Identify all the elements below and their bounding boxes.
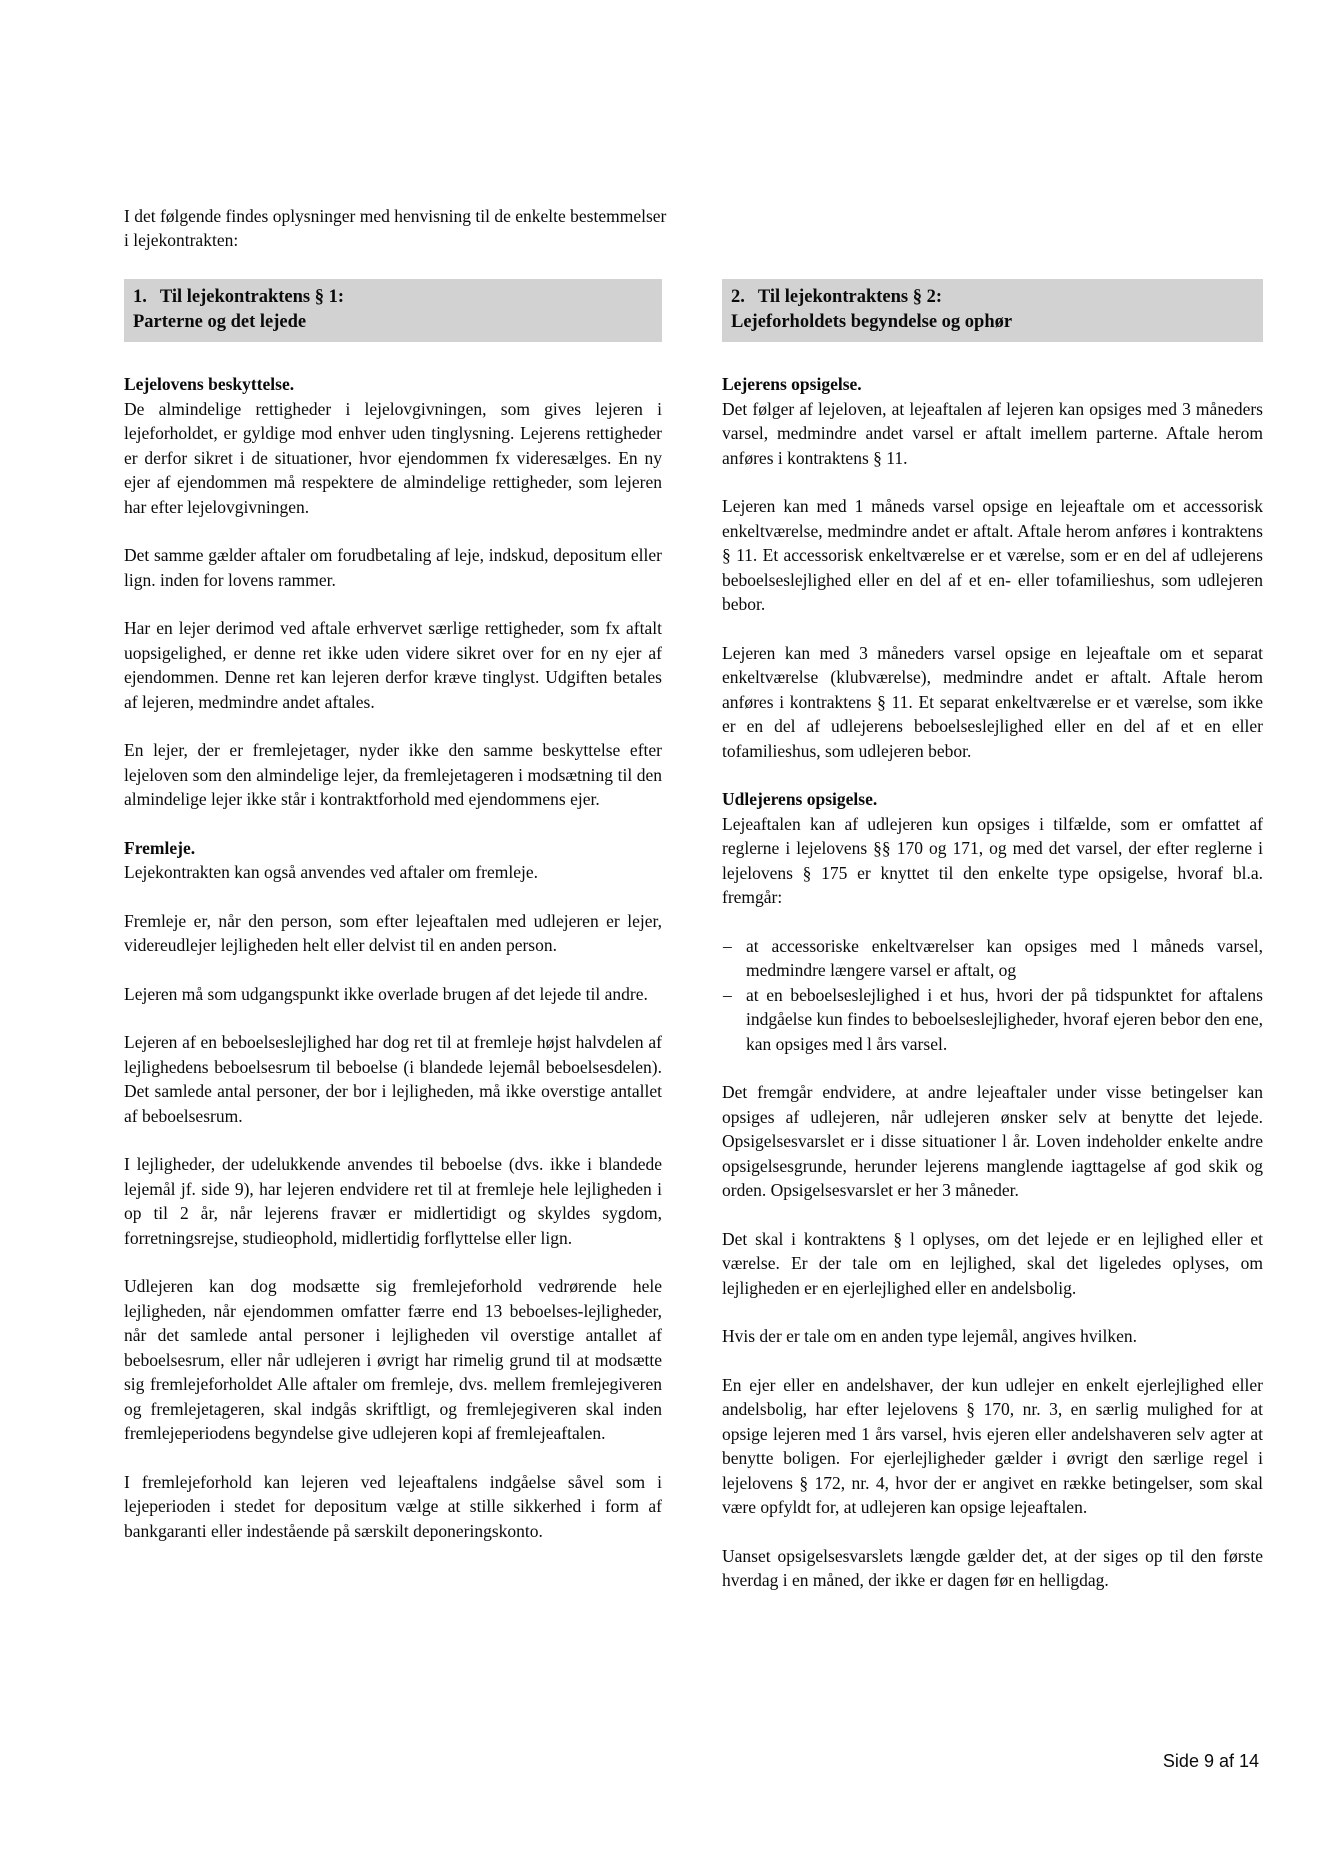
subsection-heading: Fremleje. xyxy=(124,837,196,858)
section-header-2 xyxy=(722,279,1263,342)
paragraph: Lejeren kan med 1 måneds varsel opsige en lejeaftale om et accessorisk enkeltværelse, medmindre andet er aftalt. Aftale herom anføres i kontraktens § 11. Et accessorisk enkeltværelse er et værelse, som er en del af udlejerens beboelseslejlighed eller en del af et en- eller tofamilieshus, som udlejeren bebor. xyxy=(722,496,1263,614)
paragraph: I lejligheder, der udelukkende anvendes til beboelse (dvs. ikke i blandede lejemål jf. side 9), har lejeren endvidere ret til at fremleje hele lejligheden i op til 2 år, når lejerens fravær er midlertidigt og skyldes sygdom, forretningsrejse, studieophold, midlertidig forflyttelse eller lign. xyxy=(124,1154,662,1248)
section-title: Til lejekontraktens § 2: xyxy=(757,287,943,307)
paragraph: Uanset opsigelsesvarslets længde gælder det, at der siges op til den første hverdag i en måned, der ikke er dagen før en helligdag. xyxy=(722,1545,1263,1590)
column-left xyxy=(124,279,662,1543)
bullet-item-text: at accessoriske enkeltværelser kan opsiges med l måneds varsel, medmindre længere varsel er aftalt, og xyxy=(746,935,1263,980)
paragraph: Lejeaftalen kan af udlejeren kun opsiges i tilfælde, som er omfattet af reglerne i lejelovens §§ 170 og 171, og med det varsel, der efter reglerne i lejelovens § 175 er knyttet til den enkelte type opsigelse, hvoraf bl.a. fremgår: xyxy=(722,813,1263,907)
paragraph: Fremleje er, når den person, som efter lejeaftalen med udlejeren er lejer, videreudlejer lejligheden helt eller delvist til en anden person. xyxy=(124,910,662,955)
bullet-item xyxy=(722,934,1263,983)
paragraph: I fremlejeforhold kan lejeren ved lejeaftalens indgåelse såvel som i lejeperioden i stedet for depositum vælge at stille sikkerhed i form af bankgaranti eller indestående på særskilt deponeringskonto. xyxy=(124,1471,662,1541)
intro-text: I det følgende findes oplysninger med henvisning til de enkelte bestemmelser i lejekontrakten: xyxy=(124,205,667,250)
page-number: Side 9 af 14 xyxy=(1162,1751,1259,1771)
paragraph: Lejeren af en beboelseslejlighed har dog ret til at fremleje højst halvdelen af lejlighedens beboelsesrum til beboelse (i blandede lejemål beboelsesdelen). Det samlede antal personer, der bor i lejligheden, må ikke overstige antallet af beboelsesrum. xyxy=(124,1032,662,1126)
paragraph: Hvis der er tale om en anden type lejemål, angives hvilken. xyxy=(722,1326,1138,1346)
section-number: 1. xyxy=(133,287,147,307)
column-right xyxy=(722,279,1263,1593)
bullet-item xyxy=(722,983,1263,1057)
dash-bullet-glyph: – xyxy=(723,984,732,1005)
paragraph: En ejer eller en andelshaver, der kun udlejer en enkelt ejerlejlighed eller andelsbolig, har efter lejelovens § 170, nr. 3, en særlig mulighed for at opsige lejeren med 1 års varsel, hvis ejeren eller andelshaveren selv agter at benytte boligen. For ejerlejligheder gælder i øvrigt den særlige regel i lejelovens § 172, nr. 4, hvor der er angivet en række betingelser, som skal være opfyldt for, at udlejeren kan opsige lejeaftalen. xyxy=(722,1374,1263,1517)
subsection-heading: Lejerens opsigelse. xyxy=(722,374,862,394)
paragraph: Lejeren må som udgangspunkt ikke overlade brugen af det lejede til andre. xyxy=(124,983,648,1004)
section-header-1 xyxy=(124,279,662,342)
paragraph: Det følger af lejeloven, at lejeaftalen af lejeren kan opsiges med 3 måneders varsel, medmindre andet varsel er aftalt imellem parterne. Aftale herom anføres i kontraktens § 11. xyxy=(722,398,1263,468)
section-number: 2. xyxy=(731,287,745,307)
subsection-heading: Lejelovens beskyttelse. xyxy=(124,374,295,394)
paragraph: Lejekontrakten kan også anvendes ved aftaler om fremleje. xyxy=(124,862,538,882)
paragraph: De almindelige rettigheder i lejelovgivningen, som gives lejeren i lejeforholdet, er gyldige mod enhver uden tinglysning. Lejerens rettigheder er derfor sikret i de situationer, hvor ejendommen fx videresælges. En ny ejer af ejendommen må respektere de almindelige rettigheder, som lejeren har efter lejelovgivningen. xyxy=(124,398,662,517)
section-header-2-line1 xyxy=(731,285,1253,310)
dash-bullet-glyph: – xyxy=(723,935,732,956)
section-title: Til lejekontraktens § 1: xyxy=(159,287,345,307)
section-header-1-line1 xyxy=(133,285,652,310)
subsection-heading: Udlejerens opsigelse. xyxy=(722,789,878,809)
paragraph: Har en lejer derimod ved aftale erhvervet særlige rettigheder, som fx aftalt uopsigelighed, er denne ret ikke uden videre sikret over for en ny ejer af ejendommen. Denne ret kan lejeren derfor kræve tinglyst. Udgiften betales af lejeren, medmindre andet aftales. xyxy=(124,618,662,712)
paragraph: En lejer, der er fremlejetager, nyder ikke den samme beskyttelse efter lejeloven som den almindelige lejer, da fremlejetageren i modsætning til den almindelige lejer ikke står i kontraktforhold med ejendommens ejer. xyxy=(124,740,662,809)
bullet-list xyxy=(722,934,1263,1057)
paragraph: Det skal i kontraktens § l oplyses, om det lejede er en lejlighed eller et værelse. Er der tale om en lejlighed, skal det ligeledes oplyses, om lejligheden er en ejerlejlighed eller en andelsbolig. xyxy=(722,1228,1263,1298)
section-header-2-line2: Lejeforholdets begyndelse og ophør xyxy=(731,312,1013,332)
bullet-item-text: at en beboelseslejlighed i et hus, hvori der på tidspunktet for aftalens indgåelse kun findes to beboelseslejligheder, hvoraf ejeren bebor den ene, kan opsiges med l års varsel. xyxy=(746,984,1263,1054)
paragraph: Det fremgår endvidere, at andre lejeaftaler under visse betingelser kan opsiges af udlejeren, når udlejeren ønsker selv at benytte det lejede. Opsigelsesvarslet er i disse situationer l år. Loven indeholder enkelte andre opsigelsesgrunde, herunder lejerens manglende iagttagelse af god skik og orden. Opsigelsesvarslet er her 3 måneder. xyxy=(722,1082,1263,1200)
section-header-1-line2: Parterne og det lejede xyxy=(133,312,307,332)
column-left-body xyxy=(124,372,662,1543)
paragraph: Lejeren kan med 3 måneders varsel opsige en lejeaftale om et separat enkeltværelse (klubværelse), medmindre andet er aftalt. Aftale herom anføres i kontraktens § 11. Et separat enkeltværelse er et værelse, som ikke er en del af udlejerens beboelseslejlighed eller en del af et en eller tofamilieshus, som udlejeren bebor. xyxy=(722,642,1263,761)
paragraph: Udlejeren kan dog modsætte sig fremlejeforhold vedrørende hele lejligheden, når ejendommen omfatter færre end 13 beboelses-lejligheder, når det samlede antal personer i lejligheden vil overstige antallet af beboelsesrum, eller når udlejeren i øvrigt har rimelig grund til at modsætte sig fremlejeforholdet Alle aftaler om fremleje, dvs. mellem fremlejegiveren og fremlejetageren, skal indgås skriftligt, og fremlejegiveren skal inden fremlejeperiodens begyndelse give udlejeren kopi af fremlejeaftalen. xyxy=(124,1276,662,1443)
column-right-body xyxy=(722,372,1263,1593)
paragraph: Det samme gælder aftaler om forudbetaling af leje, indskud, depositum eller lign. inden for lovens rammer. xyxy=(124,545,662,590)
